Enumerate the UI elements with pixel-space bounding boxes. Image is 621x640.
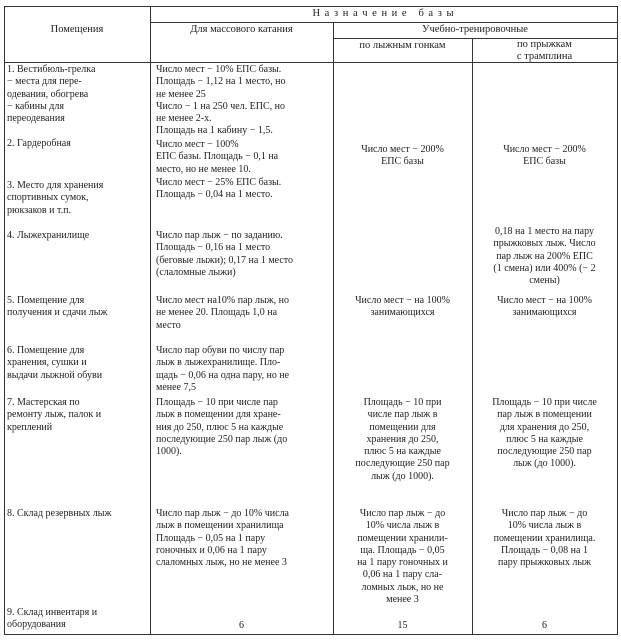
header-training: Учебно-тренировочные — [422, 24, 528, 35]
room-3: 3. Место для хранения спортивных сумок, рюкзаков и т.п. — [7, 180, 104, 216]
table-border-right — [617, 6, 618, 635]
mass-7: Площадь − 10 при числе пар лыж в помещении для хране- ния до 250, плюс 5 на каждые последующие 250 пар лыж (до 1000). — [156, 397, 288, 458]
jumping-8: Число пар лыж − до 10% числа лыж в помещении хранилища. Площадь − 0,08 на 1 пару прыжковых лыж — [493, 508, 596, 569]
room-4: 4. Лыжехранилище — [7, 230, 90, 241]
room-9: 9. Склад инвентаря и оборудования — [7, 607, 98, 631]
header-rooms: Помещения — [50, 24, 104, 35]
table-border-left — [4, 6, 5, 635]
mass-4: Число пар лыж − по заданию. Площадь − 0,16 на 1 место (беговые лыжи); 0,17 на 1 место (слаломные лыжи) — [156, 230, 294, 278]
mass-1: Число мест − 10% ЕПС базы. Площадь − 1,12 на 1 место, но не менее 25 Число − 1 на 250 чел. ЕПС, но не менее 2-х. Площадь на 1 кабину − 1,5. — [156, 64, 286, 137]
mass-5: Число мест на10% пар лыж, но не менее 20. Площадь 1,0 на место — [156, 295, 289, 331]
racing-8: Число пар лыж − до 10% числа лыж в помещении хранили- ща. Площадь − 0,05 на 1 пару гоночных и 0,06 на 1 пару сла- ломных лыж, но не менее 3 — [357, 508, 448, 606]
racing-9: 15 — [397, 620, 408, 631]
racing-7: Площадь − 10 при числе пар лыж в помещении для хранения до 250, плюс 5 на каждые последующие 250 пар лыж (до 1000). — [355, 397, 450, 482]
room-7: 7. Мастерская по ремонту лыж, палок и креплений — [7, 397, 102, 433]
racing-5: Число мест − на 100% занимающихся — [355, 295, 450, 319]
jumping-7: Площадь − 10 при числе пар лыж в помещении для хранения до 250, плюс 5 на каждые последующие 250 пар лыж (до 1000). — [492, 397, 597, 470]
mass-9: 6 — [239, 620, 244, 631]
room-8: 8. Склад резервных лыж — [7, 508, 112, 519]
mass-6: Число пар обуви по числу пар лыж в лыжехранилище. Пло- щадь − 0,06 на одна пару, но не менее 7,5 — [156, 345, 290, 393]
header-jumping: по прыжкам с трамплина — [516, 39, 573, 62]
table-border-bottom — [4, 634, 617, 635]
header-mass: Для массового катания — [190, 24, 293, 35]
mass-3: Число мест − 25% ЕПС базы. Площадь − 0,04 на 1 место. — [156, 177, 282, 201]
jumping-2: Число мест − 200% ЕПС базы — [503, 144, 586, 168]
mass-8: Число пар лыж − до 10% числа лыж в помещении хранилища Площадь − 0,05 на 1 пару гоночных и 0,06 на 1 пару слаломных лыж, но не менее 3 — [156, 508, 289, 569]
room-2: 2. Гардеробная — [7, 138, 71, 149]
racing-2: Число мест − 200% ЕПС базы — [361, 144, 444, 168]
header-racing: по лыжным гонкам — [359, 40, 446, 51]
jumping-5: Число мест − на 100% занимающихся — [497, 295, 592, 319]
divider — [150, 22, 617, 23]
room-1: 1. Вестибюль-грелка − места для пере- одевания, обогрева − кабины для переодевания — [7, 64, 96, 125]
room-5: 5. Помещение для получения и сдачи лыж — [7, 295, 108, 319]
header-purpose: Н а з н а ч е н и е б а з ы — [312, 8, 455, 19]
jumping-9: 6 — [542, 620, 547, 631]
divider — [150, 6, 151, 635]
mass-2: Число мест − 100% ЕПС базы. Площадь − 0,1 на место, но не менее 10. — [156, 139, 279, 175]
room-6: 6. Помещение для хранения, сушки и выдачи лыжной обуви — [7, 345, 103, 381]
jumping-4: 0,18 на 1 место на пару прыжковых лыж. Число пар лыж на 200% ЕПС (1 смена) или 400% (− 2 смены) — [493, 226, 596, 287]
table-border-top — [4, 6, 617, 7]
